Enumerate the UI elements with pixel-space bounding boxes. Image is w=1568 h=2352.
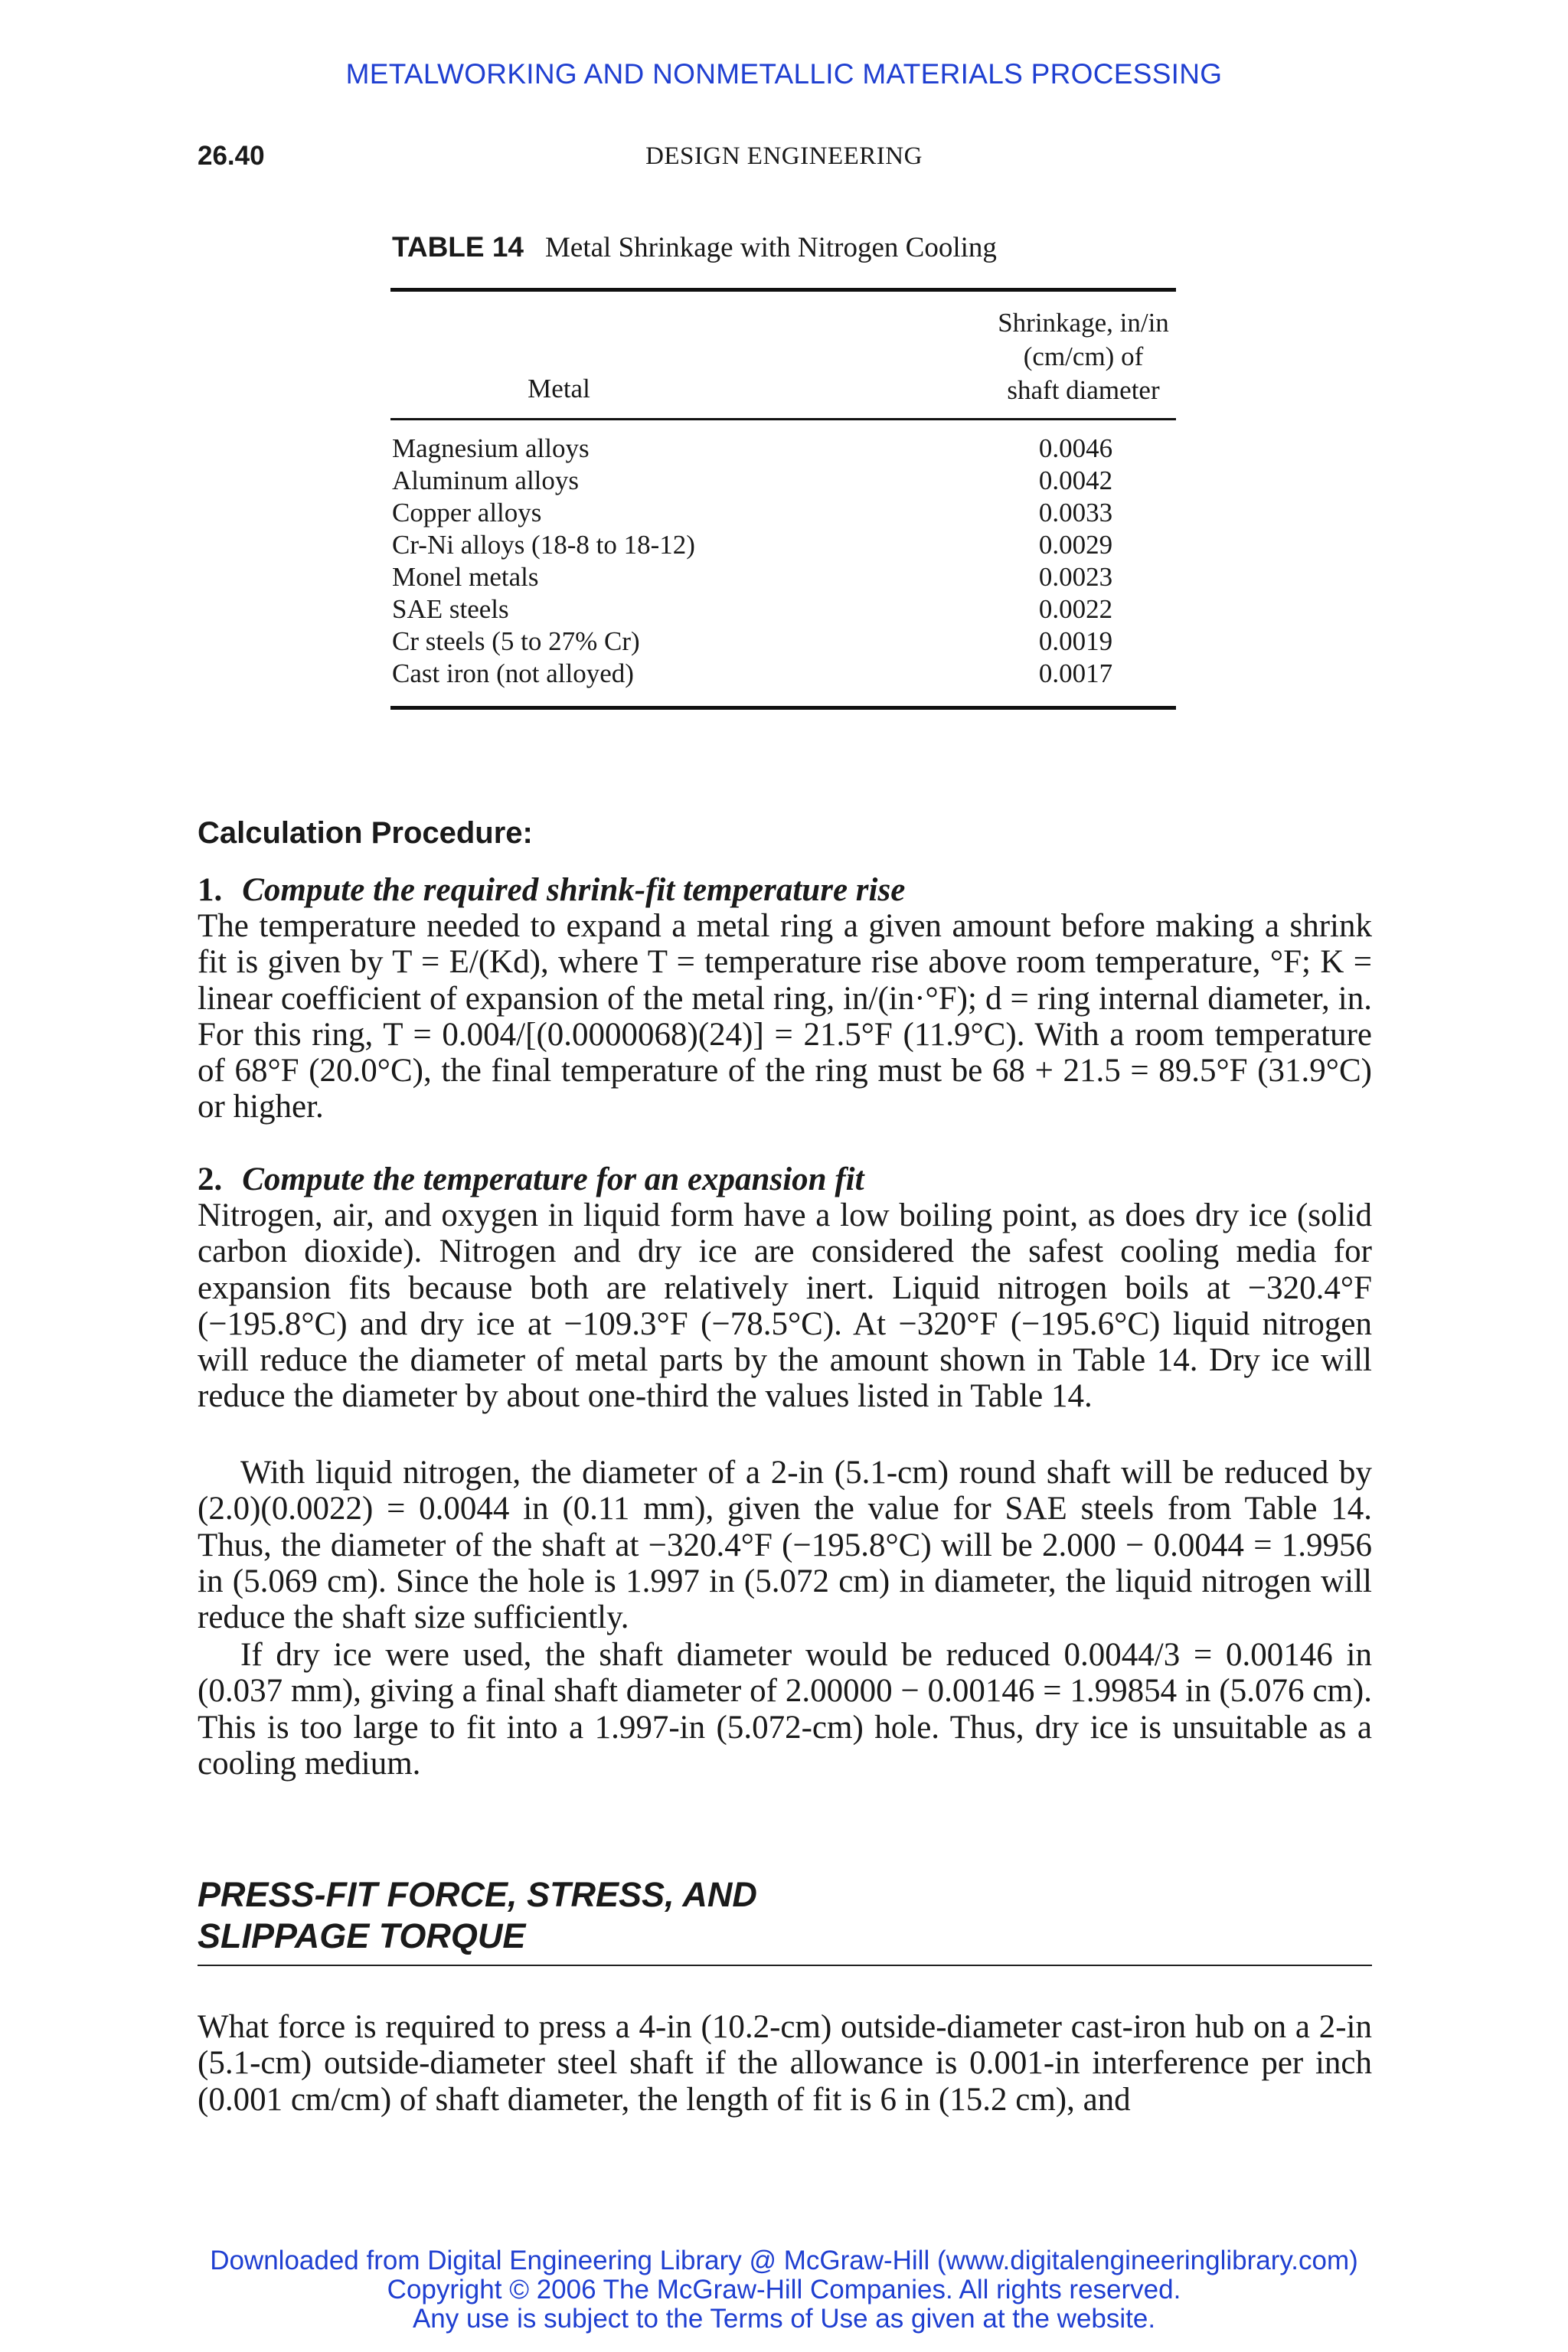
step-title: Compute the temperature for an expansion fit: [242, 1161, 864, 1197]
table-row-metal: Magnesium alloys: [392, 433, 590, 463]
table-row-value: 0.0046: [1038, 433, 1113, 463]
table-header-shrinkage-line: Shrinkage, in/in: [998, 308, 1169, 338]
table-label: TABLE 14: [392, 231, 524, 263]
step-number: 2.: [198, 1161, 223, 1197]
section-paragraph: What force is required to press a 4-in (10.2-cm) outside-diameter cast-iron hub on a 2-in (5.1-cm) outside-diameter steel shaft if the allowance is 0.001-in interference per inch (0.001 cm/cm) of shaft diameter, the length of fit is 6 in (15.2 cm), and: [198, 2009, 1372, 2118]
table-header-rule: [390, 418, 1176, 420]
top-banner: METALWORKING AND NONMETALLIC MATERIALS PROCESSING: [345, 58, 1223, 90]
calculation-procedure-heading: Calculation Procedure:: [198, 816, 533, 850]
table-row-value: 0.0029: [1038, 530, 1113, 560]
table-title: Metal Shrinkage with Nitrogen Cooling: [545, 232, 997, 263]
table-row-value: 0.0022: [1038, 594, 1113, 624]
table-row-value: 0.0017: [1038, 658, 1113, 688]
table-row-value: 0.0042: [1038, 466, 1113, 495]
table-row-value: 0.0023: [1038, 562, 1113, 592]
table-header-shrinkage: [942, 306, 1225, 407]
table-row-metal: Cast iron (not alloyed): [392, 658, 634, 688]
table-row-metal: Cr-Ni alloys (18-8 to 18-12): [392, 530, 695, 560]
table-row-value: 0.0019: [1038, 626, 1113, 656]
step-1-heading: [198, 871, 905, 909]
section-heading-line: PRESS-FIT FORCE, STRESS, AND: [198, 1875, 757, 1914]
footer: [0, 2246, 1568, 2334]
running-head: DESIGN ENGINEERING: [645, 142, 923, 170]
step-number: 1.: [198, 872, 223, 908]
table-row-metal: SAE steels: [392, 594, 509, 624]
table-row-value: 0.0033: [1038, 498, 1113, 528]
section-rule: [198, 1965, 1372, 1966]
table-header-shrinkage-line: shaft diameter: [1007, 375, 1160, 405]
footer-copyright-line: Copyright © 2006 The McGraw-Hill Companies. All rights reserved.: [387, 2275, 1181, 2305]
table-header-shrinkage-line: (cm/cm) of: [1023, 341, 1144, 371]
page-number: 26.40: [198, 141, 265, 171]
table-caption: [392, 231, 997, 264]
table-row-metal: Monel metals: [392, 562, 539, 592]
step-title: Compute the required shrink-fit temperature rise: [242, 872, 906, 908]
step-2-paragraph: Nitrogen, air, and oxygen in liquid form have a low boiling point, as does dry ice (solid carbon dioxide). Nitrogen and dry ice are considered the safest cooling media for expansion fits because both are relatively inert. Liquid nitrogen boils at −320.4°F (−195.8°C) and dry ice at −109.3°F (−78.5°C). At −320°F (−195.6°C) liquid nitrogen will reduce the diameter of metal parts by the amount shown in Table 14. Dry ice will reduce the diameter by about one-third the values listed in Table 14.: [198, 1197, 1372, 1415]
section-heading: [198, 1874, 757, 1957]
section-heading-line: SLIPPAGE TORQUE: [198, 1916, 526, 1955]
table-bottom-rule: [390, 706, 1176, 710]
footer-terms-line[interactable]: Any use is subject to the Terms of Use as given at the website.: [412, 2304, 1156, 2334]
table-row-metal: Copper alloys: [392, 498, 542, 528]
step-2-paragraph: With liquid nitrogen, the diameter of a 2-in (5.1-cm) round shaft will be reduced by (2.0)(0.0022) = 0.0044 in (0.11 mm), given the value for SAE steels from Table 14. Thus, the diameter of the shaft at −320.4°F (−195.8°C) will be 2.000 − 0.0044 = 1.9956 in (5.069 cm). Since the hole is 1.997 in (5.072 cm) in diameter, the liquid nitrogen will reduce the shaft size sufficiently.: [198, 1455, 1372, 1636]
table-header-metal: Metal: [528, 374, 590, 403]
table-row-metal: Aluminum alloys: [392, 466, 580, 495]
table-top-rule: [390, 288, 1176, 292]
step-1-paragraph: The temperature needed to expand a metal ring a given amount before making a shrink fit is given by T = E/(Kd), where T = temperature rise above room temperature, °F; K = linear coefficient of expansion of the metal ring, in/(in·°F); d = ring internal diameter, in. For this ring, T = 0.004/[(0.0000068)(24)] = 21.5°F (11.9°C). With a room temperature of 68°F (20.0°C), the final temperature of the ring must be 68 + 21.5 = 89.5°F (31.9°C) or higher.: [198, 908, 1372, 1125]
footer-download-line[interactable]: Downloaded from Digital Engineering Library @ McGraw-Hill (www.digitalengineeringlibrary.com): [210, 2246, 1358, 2275]
step-2-heading: [198, 1161, 864, 1198]
step-2-paragraph: If dry ice were used, the shaft diameter would be reduced 0.0044/3 = 0.00146 in (0.037 mm), giving a final shaft diameter of 2.00000 − 0.00146 = 1.99854 in (5.076 cm). This is too large to fit into a 1.997-in (5.072-cm) hole. Thus, dry ice is unsuitable as a cooling medium.: [198, 1637, 1372, 1782]
table-row-metal: Cr steels (5 to 27% Cr): [392, 626, 640, 656]
